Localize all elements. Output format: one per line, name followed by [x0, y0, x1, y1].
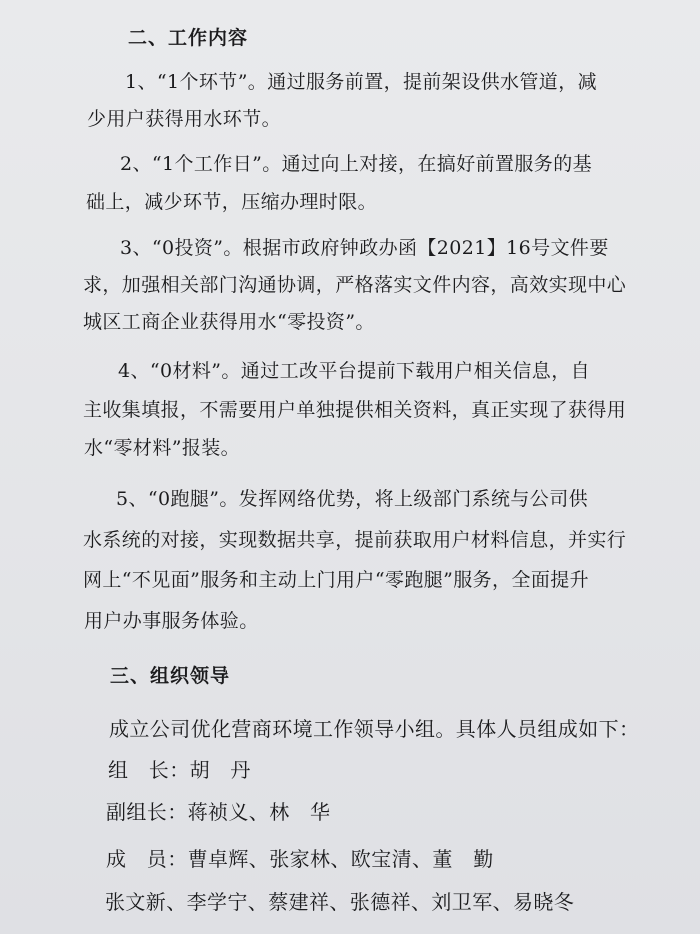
section3-heading: 三、组织领导: [110, 665, 231, 687]
item3-line2: 求，加强相关部门沟通协调，严格落实文件内容，高效实现中心: [83, 274, 627, 296]
item4-line1: 4、“0材料”。通过工改平台提前下载用户相关信息，自: [118, 360, 591, 382]
item5-line4: 用户办事服务体验。: [84, 610, 259, 632]
item1-line1: 1、“1个环节”。通过服务前置，提前架设供水管道，减: [125, 71, 598, 93]
item1-line2: 少用户获得用水环节。: [87, 108, 282, 130]
group-intro: 成立公司优化营商环境工作领导小组。具体人员组成如下：: [109, 717, 640, 741]
item4-line3: 水“零材料”报装。: [84, 437, 241, 459]
item2-line1: 2、“1个工作日”。通过向上对接，在搞好前置服务的基: [120, 153, 593, 175]
item3-line1: 3、“0投资”。根据市政府钟政办函【2021】16号文件要: [120, 237, 609, 259]
group-leader: 组 长：胡 丹: [108, 758, 251, 782]
item4-line2: 主收集填报，不需要用户单独提供相关资料，真正实现了获得用: [83, 399, 627, 421]
group-members: 成 员：曹卓辉、张家林、欧宝清、董 勤: [106, 847, 494, 871]
item5-line2: 水系统的对接，实现数据共享，提前获取用户材料信息，并实行: [83, 529, 627, 551]
item5-line1: 5、“0跑腿”。发挥网络优势，将上级部门系统与公司供: [116, 488, 589, 510]
group-deputy: 副组长：蒋祯义、林 华: [106, 800, 331, 824]
item2-line2: 础上，减少环节，压缩办理时限。: [86, 191, 378, 213]
group-members-cont: 张文新、李学宁、蔡建祥、张德祥、刘卫军、易晓冬: [105, 890, 575, 914]
item5-line3: 网上“不见面”服务和主动上门用户“零跑腿”服务，全面提升: [83, 569, 590, 591]
item3-line3: 城区工商企业获得用水“零投资”。: [83, 311, 375, 333]
section2-heading: 二、工作内容: [128, 27, 249, 49]
